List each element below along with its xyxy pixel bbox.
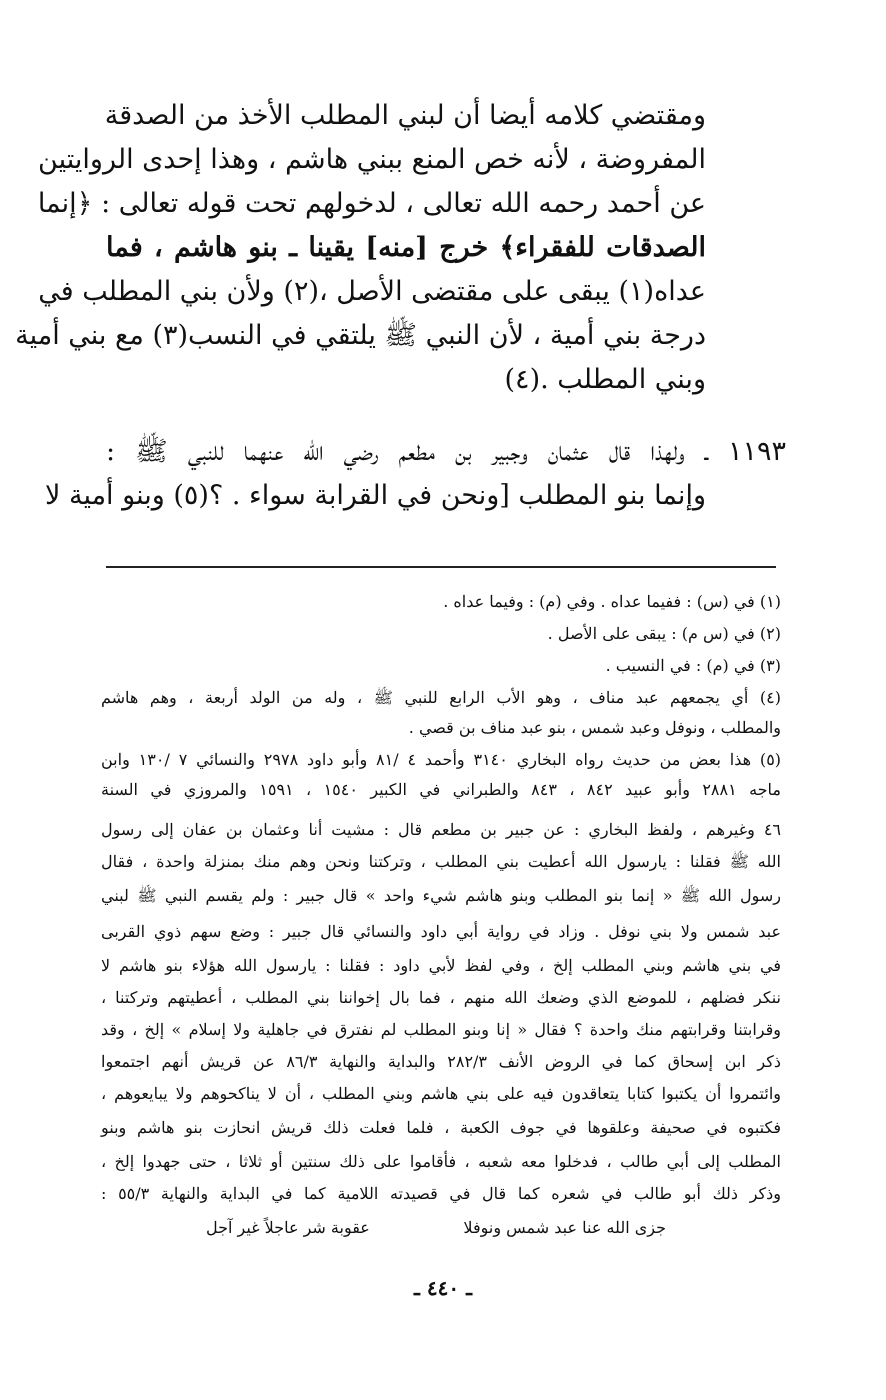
main-text-line: عن أحمد رحمه الله تعالى ، لدخولهم تحت قوله تعالى : ﴿إنما bbox=[37, 188, 706, 219]
paragraph-line: وإنما بنو المطلب [ونحن في القرابة سواء . ؟(٥) وبنو أمية لا bbox=[44, 480, 706, 511]
main-text-line: درجة بني أمية ، لأن النبي ﷺ يلتقي في النسب(٣) مع بني أمية bbox=[15, 320, 706, 351]
footnote-line: ننكر فضلهم ، للموضع الذي وضعك الله منهم ، فما بال إخواننا بني المطلب ، أعطيتهم وتركتنا ، bbox=[101, 988, 781, 1007]
footnote-line: المطلب إلى أبي طالب ، فدخلوا معه شعبه ، فأقاموا على ذلك سنتين أو ثلاثا ، حتى جهدوا إلخ ، bbox=[101, 1152, 781, 1171]
main-text-line: المفروضة ، لأنه خص المنع ببني هاشم ، وهذا إحدى الروايتين bbox=[38, 144, 706, 175]
footnote-line: (٢) في (س م) : يبقى على الأصل . bbox=[547, 624, 781, 643]
footnote-line: عبد شمس ولا بني نوفل . وزاد في رواية أبي داود والنسائي قال جبير : وضع سهم ذوي القربى bbox=[101, 922, 781, 941]
paragraph-line: ١١٩٣ ـ ولهذا قال عثمان وجبير بن مطعم رضي الله عنهما للنبي ﷺ : bbox=[106, 436, 786, 467]
main-text-line: عداه(١) يبقى على مقتضى الأصل ،(٢) ولأن بني المطلب في bbox=[38, 276, 706, 307]
main-text-line: الصدقات للفقراء﴾ خرج [منه] يقينا ـ بنو هاشم ، فما bbox=[106, 232, 706, 263]
footnote-line: الله ﷺ فقلنا : يارسول الله أعطيت بني المطلب ، وتركتنا ونحن وهم منك بمنزلة واحدة ، فقال bbox=[101, 852, 781, 871]
verse-hemistich-first: جزى الله عنا عبد شمس ونوفلا bbox=[463, 1218, 666, 1237]
main-text-line: ومقتضي كلامه أيضا أن لبني المطلب الأخذ من الصدقة bbox=[104, 100, 706, 131]
page-number: ـ ٤٤٠ ـ bbox=[414, 1276, 472, 1300]
verse-hemistich-second: عقوبة شر عاجلاً غير آجل bbox=[206, 1218, 370, 1237]
footnote-line: في بني هاشم وبني المطلب إلخ ، وفي لفظ لأبي داود : فقلنا : يارسول الله هؤلاء بنو هاشم لا bbox=[101, 956, 782, 975]
footnote-line: والمطلب ، ونوفل وعبد شمس ، بنو عبد مناف بن قصي . bbox=[408, 718, 781, 737]
footnote-line: (٥) هذا بعض من حديث رواه البخاري ٣١٤٠ وأحمد ٤ /٨١ وأبو داود ٢٩٧٨ والنسائي ٧ /١٣٠ وابن bbox=[101, 750, 782, 769]
footnote-line: (٤) أي يجمعهم عبد مناف ، وهو الأب الرابع للنبي ﷺ ، وله من الولد أربعة ، وهم هاشم bbox=[101, 688, 781, 707]
footnote-line: ماجه ٢٨٨١ وأبو عبيد ٨٤٢ ، ٨٤٣ والطبراني في الكبير ١٥٤٠ ، ١٥٩١ والمروزي في السنة bbox=[101, 780, 782, 799]
footnote-line: رسول الله ﷺ « إنما بنو المطلب وبنو هاشم شيء واحد » قال جبير : ولم يقسم النبي ﷺ لبني bbox=[101, 886, 781, 905]
footnote-line: ذكر ابن إسحاق كما في الروض الأنف ٢٨٢/٣ والبداية والنهاية ٨٦/٣ عن قريش أنهم اجتمعوا bbox=[101, 1052, 781, 1071]
footnote-line: وذكر ذلك أبو طالب في شعره كما قال في قصيدته اللامية كما في البداية والنهاية ٥٥/٣ : bbox=[101, 1184, 782, 1203]
footnote-separator bbox=[106, 566, 776, 568]
footnote-line: وقرابتنا وقرابتهم منك واحدة ؟ فقال « إنا وبنو المطلب لم نفترق في جاهلية ولا إسلام » إلخ ، وقد bbox=[101, 1020, 782, 1039]
footnote-line: (١) في (س) : ففيما عداه . وفي (م) : وفيما عداه . bbox=[443, 592, 781, 611]
main-text-line: وبني المطلب .(٤) bbox=[504, 364, 706, 395]
footnote-line: ٤٦ وغيرهم ، ولفظ البخاري : عن جبير بن مطعم قال : مشيت أنا وعثمان بن عفان إلى رسول bbox=[101, 820, 781, 839]
footnote-line: وائتمروا أن يكتبوا كتابا يتعاقدون فيه على بني هاشم وبني المطلب ، أن لا يناكحوهم ولا يبايعوهم ، bbox=[101, 1084, 781, 1103]
poetry-verse bbox=[206, 1214, 666, 1242]
footnote-line: (٣) في (م) : في النسيب . bbox=[605, 656, 781, 675]
footnote-line: فكتبوه في صحيفة وعلقوها في جوف الكعبة ، فلما فعلت ذلك قريش انحازت بنو هاشم وبنو bbox=[101, 1118, 781, 1137]
